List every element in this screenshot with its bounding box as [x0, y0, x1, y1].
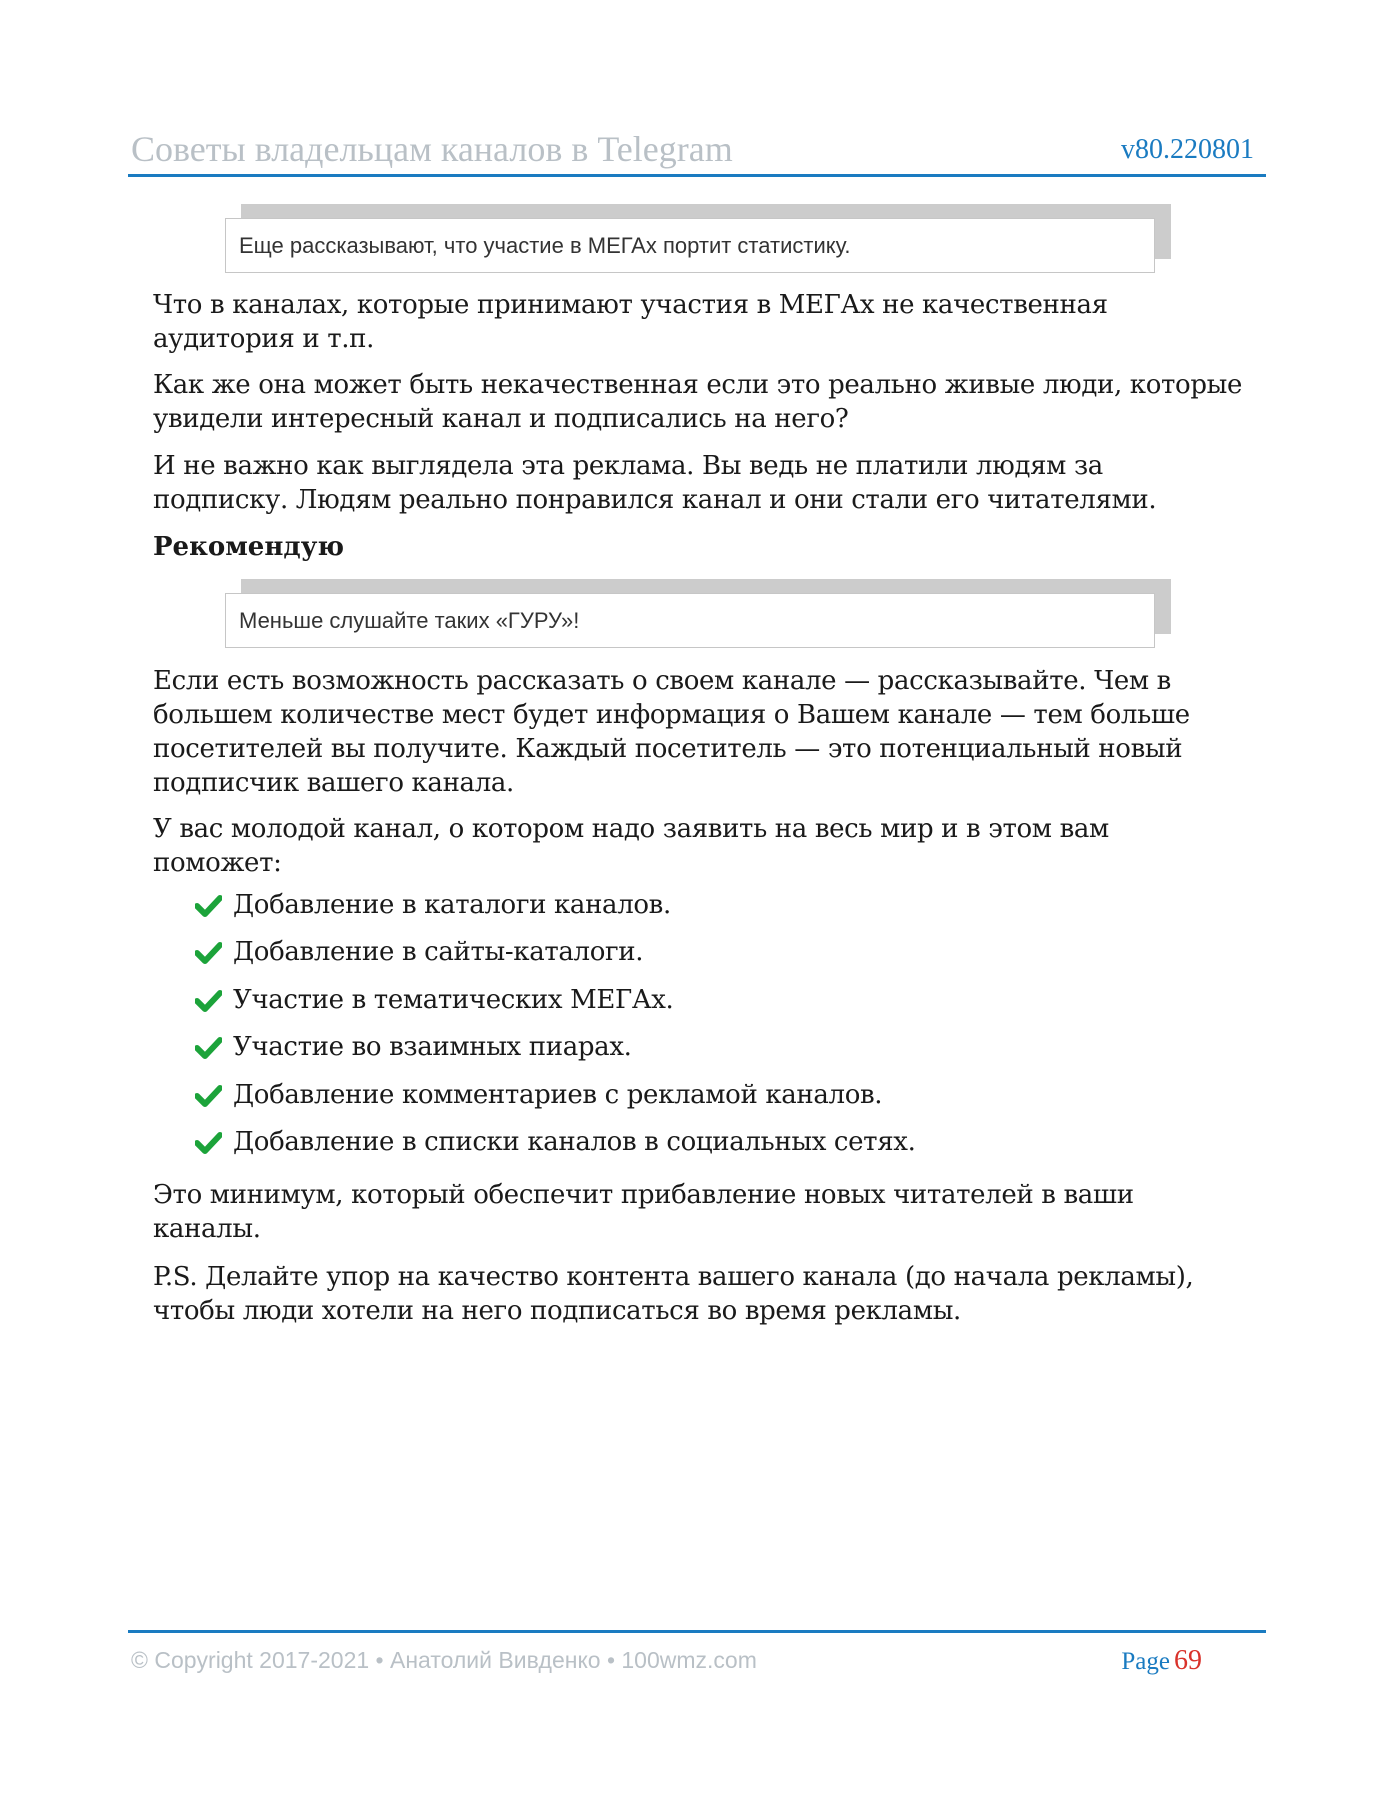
paragraph: Это минимум, который обеспечит прибавление новых читателей в ваши каналы. — [153, 1180, 1134, 1244]
paragraph: И не важно как выглядела эта реклама. Вы ведь не платили людям за подписку. Людям реально понравился канал и они стали его читателями. — [153, 451, 1157, 515]
checklist — [195, 888, 1195, 1172]
list-item-text: Добавление в каталоги каналов. — [233, 890, 671, 920]
quote-text: Еще рассказывают, что участие в МЕГАх портит статистику. — [239, 233, 851, 258]
list-item — [195, 935, 1195, 982]
quote-text: Меньше слушайте таких «ГУРУ»! — [239, 608, 580, 633]
paragraph: P.S. Делайте упор на качество контента вашего канала (до начала рекламы), чтобы люди хотели на него подписаться во время рекламы. — [153, 1262, 1194, 1326]
page-number: 69 — [1174, 1645, 1202, 1676]
page-number-block — [1121, 1645, 1202, 1677]
section-heading: Рекомендую — [153, 532, 345, 562]
quote-block — [225, 218, 1155, 273]
list-item-text: Добавление в сайты-каталоги. — [233, 937, 644, 968]
list-item-text: Добавление комментариев с рекламой каналов. — [233, 1079, 883, 1110]
list-item-text: Участие во взаимных пиарах. — [233, 1032, 632, 1063]
green-check-icon — [195, 894, 222, 918]
green-check-icon — [195, 1084, 222, 1108]
green-check-icon — [195, 1036, 222, 1060]
quote-box — [225, 218, 1155, 273]
document-version: v80.220801 — [1121, 134, 1254, 165]
paragraph: Как же она может быть некачественная если это реально живые люди, которые увидели интересный канал и подписались на него? — [153, 370, 1243, 434]
page-label: Page — [1121, 1648, 1170, 1675]
quote-block — [225, 593, 1155, 648]
list-item — [195, 1030, 1195, 1077]
page-header — [128, 128, 1266, 177]
paragraph: Если есть возможность рассказать о своем канале — рассказывайте. Чем в большем количестве мест будет информация о Вашем канале — тем больше посетителей вы получите. Каждый посетитель — это потенциальный новый подписчик вашего канала. — [153, 666, 1190, 798]
list-item-text: Участие в тематических МЕГАх. — [233, 984, 674, 1015]
paragraph: У вас молодой канал, о котором надо заявить на весь мир и в этом вам поможет: — [153, 814, 1109, 878]
list-item — [195, 1078, 1195, 1125]
green-check-icon — [195, 941, 222, 965]
list-item — [195, 983, 1195, 1030]
list-item — [195, 1125, 1195, 1172]
copyright-notice: © Copyright 2017-2021 • Анатолий Вивденко • 100wmz.com — [131, 1647, 757, 1673]
paragraph: Что в каналах, которые принимают участия в МЕГАх не качественная аудитория и т.п. — [153, 290, 1108, 354]
list-item — [195, 888, 1195, 935]
green-check-icon — [195, 1131, 222, 1155]
green-check-icon — [195, 989, 222, 1013]
list-item-text: Добавление в списки каналов в социальных сетях. — [233, 1126, 916, 1157]
page-footer — [128, 1630, 1266, 1676]
document-title: Советы владельцам каналов в Telegram — [131, 129, 733, 169]
quote-box — [225, 593, 1155, 648]
